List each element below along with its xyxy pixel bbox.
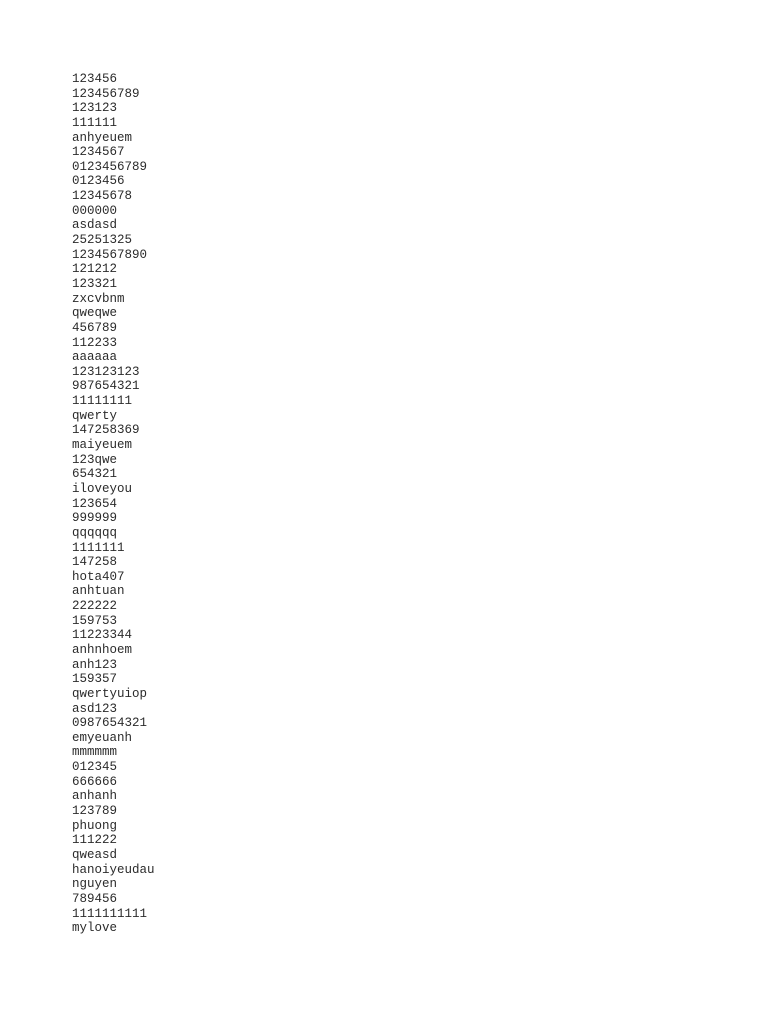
document-line: 121212 bbox=[72, 262, 118, 277]
document-line: 147258 bbox=[72, 555, 118, 570]
document-line: qweqwe bbox=[72, 306, 118, 321]
document-line: qwerty bbox=[72, 408, 118, 423]
document-line: anhanh bbox=[72, 789, 118, 804]
document-line: 222222 bbox=[72, 599, 118, 614]
document-line: 1234567 bbox=[72, 145, 125, 160]
document-line: 25251325 bbox=[72, 233, 133, 248]
document-line: 159753 bbox=[72, 613, 118, 628]
document-line: aaaaaa bbox=[72, 350, 118, 365]
document-line: 11111111 bbox=[72, 394, 133, 409]
document-line: anh123 bbox=[72, 657, 118, 672]
document-line: 111111 bbox=[72, 115, 118, 130]
document-line: anhnhoem bbox=[72, 642, 133, 657]
document-line: anhyeuem bbox=[72, 130, 133, 145]
document-line: 666666 bbox=[72, 774, 118, 789]
document-line: 456789 bbox=[72, 320, 118, 335]
document-line: 123456 bbox=[72, 72, 118, 86]
document-line: 0123456789 bbox=[72, 159, 148, 174]
document-line: qwertyuiop bbox=[72, 686, 148, 701]
document-line: 123123 bbox=[72, 101, 118, 116]
document-line: 1111111111 bbox=[72, 906, 148, 921]
document-line: 012345 bbox=[72, 760, 118, 775]
document-line: mmmmmm bbox=[72, 745, 118, 760]
document-line: anhtuan bbox=[72, 584, 125, 599]
text-document bbox=[72, 72, 155, 936]
document-line: emyeuanh bbox=[72, 730, 133, 745]
document-line: 123123123 bbox=[72, 364, 140, 379]
document-line: iloveyou bbox=[72, 481, 133, 496]
document-line: zxcvbnm bbox=[72, 291, 125, 306]
document-line: qweasd bbox=[72, 847, 118, 862]
document-line: 123321 bbox=[72, 276, 118, 291]
document-line: 123654 bbox=[72, 496, 118, 511]
document-line: hanoiyeudau bbox=[72, 862, 155, 877]
document-line: phuong bbox=[72, 818, 118, 833]
document-line: 112233 bbox=[72, 335, 118, 350]
document-line: 111222 bbox=[72, 833, 118, 848]
document-line: 1111111 bbox=[72, 540, 125, 555]
document-line: hota407 bbox=[72, 569, 125, 584]
document-line: 0987654321 bbox=[72, 716, 148, 731]
document-line: mylove bbox=[72, 921, 118, 936]
document-line: 123456789 bbox=[72, 86, 140, 101]
document-line: qqqqqq bbox=[72, 525, 118, 540]
document-line: 987654321 bbox=[72, 379, 140, 394]
document-line: 11223344 bbox=[72, 628, 133, 643]
document-line: 654321 bbox=[72, 467, 118, 482]
document-line: 1234567890 bbox=[72, 247, 148, 262]
document-line: 12345678 bbox=[72, 189, 133, 204]
document-line: 123789 bbox=[72, 804, 118, 819]
document-line: 123qwe bbox=[72, 452, 118, 467]
document-line: asd123 bbox=[72, 701, 118, 716]
document-line: 000000 bbox=[72, 203, 118, 218]
document-line: 159357 bbox=[72, 672, 118, 687]
document-line: 999999 bbox=[72, 511, 118, 526]
document-line: 789456 bbox=[72, 891, 118, 906]
document-line: nguyen bbox=[72, 877, 118, 892]
document-line: 0123456 bbox=[72, 174, 125, 189]
document-line: 147258369 bbox=[72, 423, 140, 438]
document-line: asdasd bbox=[72, 218, 118, 233]
document-line: maiyeuem bbox=[72, 438, 133, 453]
